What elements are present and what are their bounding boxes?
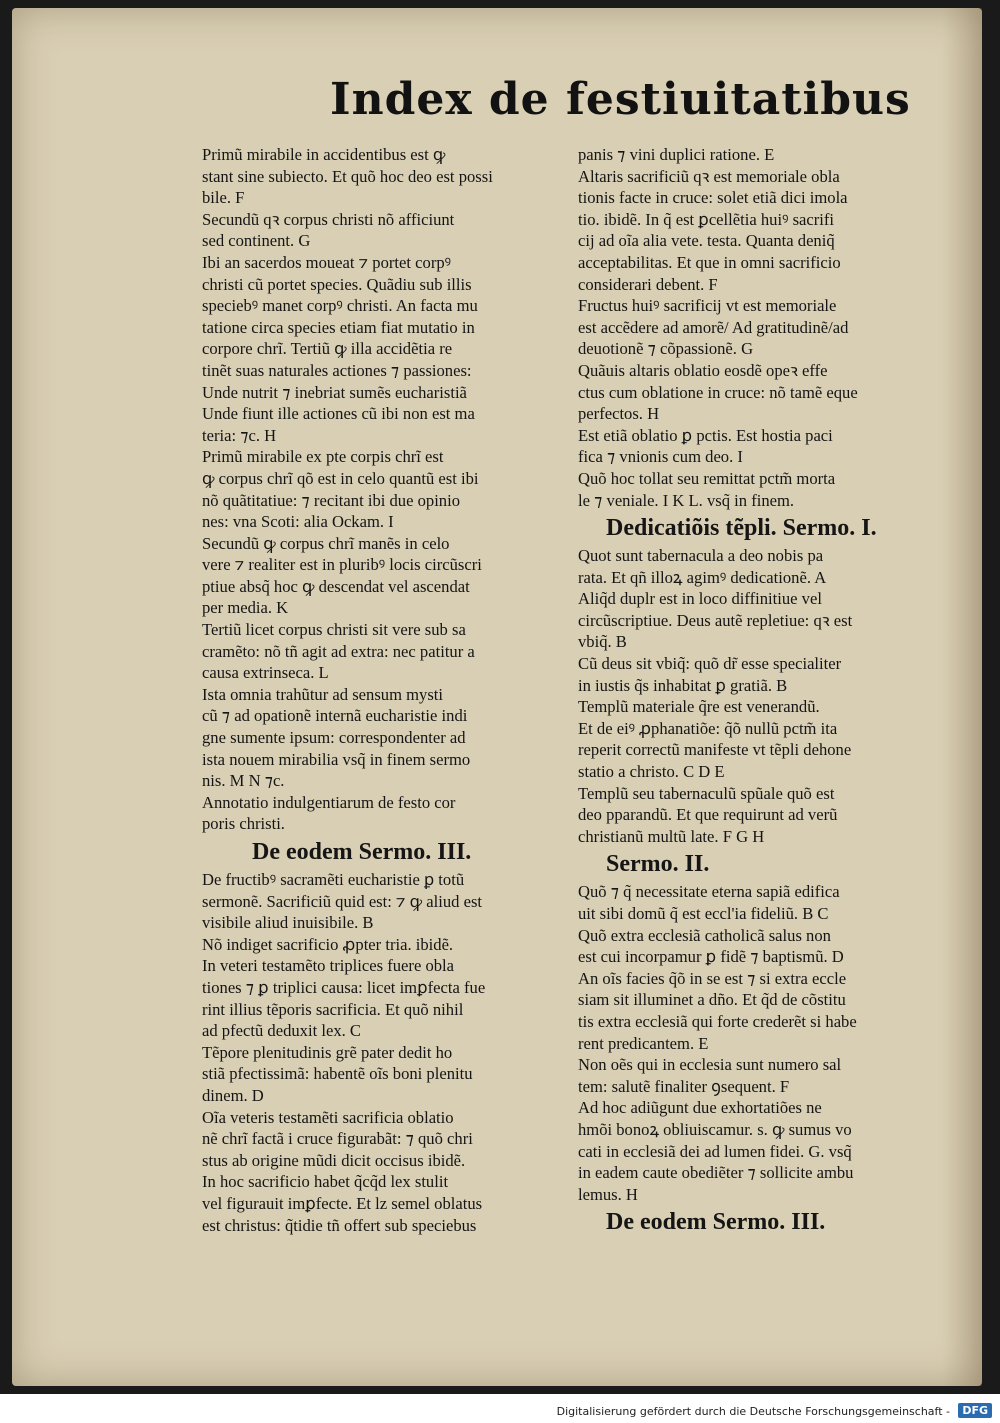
left-column <box>202 144 574 1236</box>
text-line: siam sit illuminet a dño. Et q̃d de cõstitu <box>578 990 846 1010</box>
text-line: tatione circa species etiam fiat mutatio in <box>202 317 475 337</box>
text-line: corpore chrĩ. Tertiũ ꝙ illa accidẽtia re <box>202 339 453 359</box>
text-line: Aliq̃d duplr est in loco diffinitiue vel <box>578 589 822 609</box>
text-line: cramẽto: nõ tñ agit ad extra: nec patitur a <box>202 641 475 661</box>
text-line: cũ ⁊ ad opationẽ internã eucharistie indi <box>202 706 468 726</box>
text-line: tem: salutẽ finaliter ꝯsequent. F <box>578 1076 790 1096</box>
text-line: considerari debent. F <box>578 274 718 294</box>
text-line: Ista omnia trahũtur ad sensum mysti <box>202 684 444 704</box>
text-line: in eadem caute obediẽter ⁊ sollicite ambu <box>578 1163 854 1183</box>
text-line: Primũ mirabile in accidentibus est ꝙ <box>202 145 446 164</box>
text-line: Non oẽs qui in ecclesia sunt numero sal <box>578 1055 842 1075</box>
text-line: Secundũ ꝙ corpus chrĩ manẽs in celo <box>202 533 450 553</box>
text-line: lemus. H <box>578 1184 638 1204</box>
text-line: Ad hoc adiũgunt due exhortatiões ne <box>578 1098 822 1118</box>
text-line: De fructibꝰ sacramẽti eucharistie ꝑ totũ <box>202 870 465 889</box>
text-line: nis. M N ⁊c. <box>202 771 285 791</box>
text-line: est cui incorpamur ꝑ fidẽ ⁊ baptismũ. D <box>578 947 844 967</box>
text-line: Unde fiunt ille actiones cũ ibi non est ma <box>202 404 475 424</box>
text-line: Cũ deus sit vbiq̃: quõ dr̃ esse specialiter <box>578 654 842 674</box>
footer-credit: Digitalisierung gefördert durch die Deutsche Forschungsgemeinschaft - <box>556 1405 950 1418</box>
text-line: deuotionẽ ⁊ cõpassionẽ. G <box>578 339 754 359</box>
right-column <box>578 144 950 1239</box>
book-page <box>12 8 982 1386</box>
text-line: christi cũ portet species. Quãdiu sub illis <box>202 274 472 294</box>
left-lines-block-2 <box>202 869 574 1236</box>
text-line: ꝙ corpus chrĩ qõ est in celo quantũ est ibi <box>202 468 479 488</box>
text-line: Secundũ qꝛ corpus christi nõ afficiunt <box>202 209 455 229</box>
text-line: ptiue absq̃ hoc ꝙ descendat vel ascendat <box>202 576 470 596</box>
text-line: Oĩa veteris testamẽti sacrificia oblatio <box>202 1107 454 1127</box>
text-line: Unde nutrit ⁊ inebriat sumẽs eucharistiã <box>202 382 467 402</box>
text-line: Et de eiꝰ ꝓphanatiõe: q̃õ nullũ pctm̃ ita <box>578 718 838 738</box>
right-lines-block-1 <box>578 144 950 511</box>
text-line: in iustis q̃s inhabitat ꝑ gratiã. B <box>578 675 788 695</box>
text-line: In veteri testamẽto triplices fuere obla <box>202 956 455 976</box>
text-line: Tẽpore plenitudinis grẽ pater dedit ho <box>202 1042 453 1062</box>
section-heading: De eodem Sermo. III. <box>252 839 472 865</box>
text-line: Ibi an sacerdos moueat ⁊ portet corpꝰ <box>202 252 451 272</box>
text-line: bile. F <box>202 188 245 208</box>
section-heading: Sermo. II. <box>606 851 710 878</box>
text-line: vere ⁊ realiter est in pluribꝰ locis circũscri <box>202 555 482 575</box>
left-lines-block-1 <box>202 144 574 835</box>
text-line: Quot sunt tabernacula a deo nobis pa <box>578 546 824 566</box>
text-line: Fructus huiꝰ sacrificij vt est memoriale <box>578 296 837 316</box>
text-line: poris christi. <box>202 814 285 834</box>
text-line: visibile aliud inuisibile. B <box>202 913 374 933</box>
text-line: cij ad oĩa alia vete. testa. Quanta deniq̃ <box>578 231 835 251</box>
text-line: panis ⁊ vini duplici ratione. E <box>578 145 775 164</box>
text-line: sermonẽ. Sacrificiũ quid est: ⁊ ꝙ aliud est <box>202 891 483 911</box>
text-line: Est etiã oblatio ꝑ pctis. Est hostia paci <box>578 425 833 445</box>
text-line: Nõ indiget sacrificio ꝓpter tria. ibidẽ. <box>202 934 454 954</box>
text-line: est accẽdere ad amorẽ/ Ad gratitudinẽ/ad <box>578 317 849 337</box>
text-line: sed continent. G <box>202 231 311 251</box>
text-line: In hoc sacrificio habet q̃cq̃d lex stulit <box>202 1172 449 1192</box>
text-line: per media. K <box>202 598 289 618</box>
text-line: ctus cum oblatione in cruce: nõ tamẽ eque <box>578 382 858 402</box>
text-line: Annotatio indulgentiarum de festo cor <box>202 792 456 812</box>
text-line: teria: ⁊c. H <box>202 425 277 445</box>
text-line: hmõi bonoꝝ obliuiscamur. s. ꝙ sumus vo <box>578 1119 852 1139</box>
text-line: causa extrinseca. L <box>202 663 329 683</box>
text-line: dinem. D <box>202 1085 264 1105</box>
text-line: vbiq̃. B <box>578 632 627 652</box>
text-line: tionis facte in cruce: solet etiã dici imola <box>578 188 848 208</box>
text-line: rata. Et qñ illoꝝ agimꝰ dedicationẽ. A <box>578 567 827 587</box>
text-line: Altaris sacrificiũ qꝛ est memoriale obla <box>578 166 840 186</box>
text-line: tio. ibidẽ. In q̃ est ꝑcellẽtia huiꝰ sacrifi <box>578 209 835 229</box>
text-line: nõ quãtitatiue: ⁊ recitant ibi due opinio <box>202 490 461 510</box>
section-heading: De eodem Sermo. III. <box>606 1209 826 1236</box>
text-line: speciebꝰ manet corpꝰ christi. An facta mu <box>202 296 478 316</box>
text-line: deo pparandũ. Et que requirunt ad verũ <box>578 805 838 825</box>
text-line: stiã pfectissimã: habentẽ oĩs boni plenitu <box>202 1064 473 1084</box>
text-line: est christus: q̃tidie tñ offert sub speciebus <box>202 1215 477 1235</box>
text-line: nes: vna Scoti: alia Ockam. I <box>202 512 394 532</box>
text-line: An oĩs facies q̃õ in se est ⁊ si extra eccle <box>578 968 847 988</box>
text-line: Primũ mirabile ex pte corpis chrĩ est <box>202 447 444 467</box>
text-line: circũscriptiue. Deus autẽ repletiue: qꝛ est <box>578 610 853 630</box>
text-line: nẽ chrĩ factã i cruce figurabãt: ⁊ quõ chri <box>202 1129 473 1149</box>
text-line: tinẽt suas naturales actiones ⁊ passiones: <box>202 360 472 380</box>
text-line: rent predicantem. E <box>578 1033 709 1053</box>
text-line: cati in ecclesiã dei ad lumen fidei. G. vsq̃ <box>578 1141 852 1161</box>
text-line: Tertiũ licet corpus christi sit vere sub sa <box>202 620 466 640</box>
text-line: uit sibi domũ q̃ est eccl'ia fideliũ. B C <box>578 904 829 923</box>
text-line: ista nouem mirabilia vsq̃ in finem sermo <box>202 749 471 769</box>
text-line: Quõ ⁊ q̃ necessitate eterna sapiã edifica <box>578 882 840 902</box>
text-line: tis extra ecclesiã qui forte crederẽt si habe <box>578 1011 857 1031</box>
text-line: vel figurauit imꝑfecte. Et lz semel oblatus <box>202 1193 483 1213</box>
text-line: gne sumente ipsum: correspondenter ad <box>202 728 466 748</box>
section-heading: Dedicatiõis tẽpli. Sermo. I. <box>606 515 877 542</box>
text-line: Quõ hoc tollat seu remittat pctm̃ morta <box>578 468 836 488</box>
page-title: Index de festiuitatibus <box>330 74 911 125</box>
text-line: rint illius tẽporis sacrificia. Et quõ nihil <box>202 999 464 1019</box>
text-line: fica ⁊ vnionis cum deo. I <box>578 447 743 467</box>
right-lines-block-2 <box>578 545 950 847</box>
text-line: stus ab origine mũdi dicit occisus ibidẽ. <box>202 1150 466 1170</box>
right-lines-block-3 <box>578 881 950 1205</box>
text-line: Quãuis altaris oblatio eosdẽ opeꝛ effe <box>578 360 828 380</box>
text-line: le ⁊ veniale. I K L. vsq̃ in finem. <box>578 490 795 510</box>
text-line: tiones ⁊ ꝑ triplici causa: licet imꝑfecta fue <box>202 977 486 997</box>
text-line: ad pfectũ deduxit lex. C <box>202 1021 361 1041</box>
text-line: stant sine subiecto. Et quõ hoc deo est possi <box>202 166 493 186</box>
dfg-logo[interactable]: DFG <box>958 1403 992 1418</box>
text-line: Templũ materiale q̃re est venerandũ. <box>578 697 820 717</box>
text-line: reperit correctũ manifeste vt tẽpli dehone <box>578 740 852 760</box>
text-line: perfectos. H <box>578 404 660 424</box>
text-line: Quõ extra ecclesiã catholicã salus non <box>578 925 831 945</box>
text-line: christianũ multũ late. F G H <box>578 826 765 846</box>
text-line: acceptabilitas. Et que in omni sacrificio <box>578 252 841 272</box>
text-line: statio a christo. C D E <box>578 762 725 782</box>
text-line: Templũ seu tabernaculũ spũale quõ est <box>578 783 835 803</box>
